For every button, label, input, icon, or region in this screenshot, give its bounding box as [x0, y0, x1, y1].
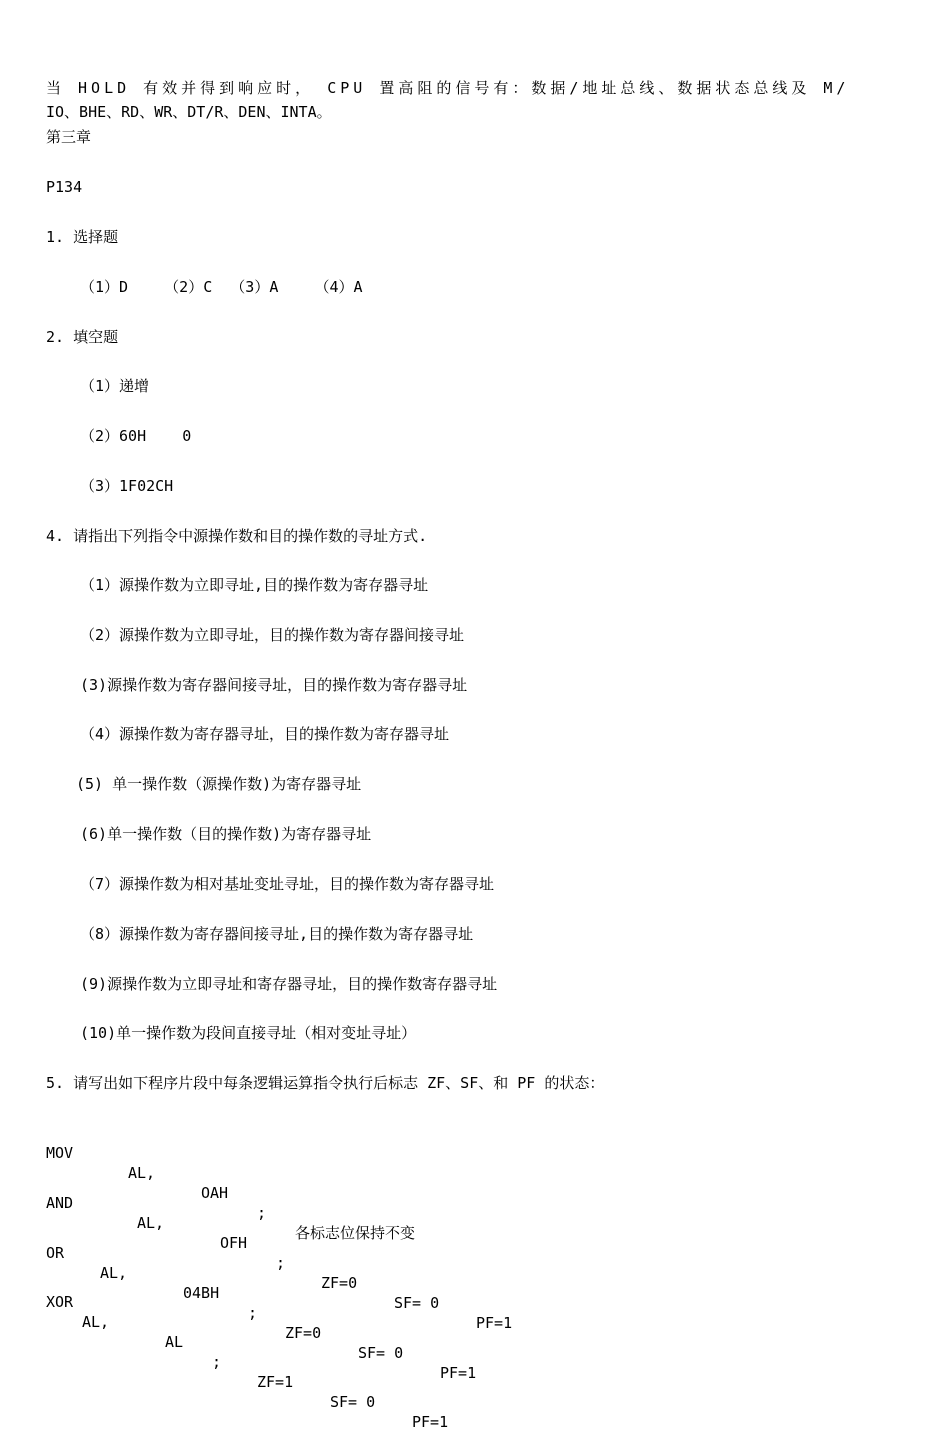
- code-dst: AL,: [128, 1164, 156, 1182]
- code-pf: PF=1: [440, 1364, 477, 1382]
- code-sf: SF= 0: [330, 1393, 376, 1411]
- q4-item-4: （4）源操作数为寄存器寻址，目的操作数为寄存器寻址: [80, 725, 450, 743]
- code-op: OR: [46, 1244, 65, 1262]
- page-reference: P134: [46, 178, 83, 196]
- code-src: OFH: [220, 1234, 248, 1252]
- q4-item-10: (10)单一操作数为段间直接寻址（相对变址寻址）: [80, 1024, 417, 1042]
- code-semicolon: ;: [276, 1254, 286, 1272]
- intro-line-2: IO、BHE、RD、WR、DT/R、DEN、INTA。: [46, 103, 332, 121]
- q4-item-5: (5) 单一操作数（源操作数)为寄存器寻址: [76, 775, 362, 793]
- code-zf: ZF=0: [285, 1324, 322, 1342]
- code-sf: SF= 0: [394, 1294, 440, 1312]
- q1-title: 1. 选择题: [46, 228, 119, 246]
- code-src: OAH: [201, 1184, 229, 1202]
- code-sf: SF= 0: [358, 1344, 404, 1362]
- q4-item-3: (3)源操作数为寄存器间接寻址，目的操作数为寄存器寻址: [80, 676, 468, 694]
- code-op: AND: [46, 1194, 74, 1212]
- q2-answer-3: （3）1F02CH: [80, 477, 174, 495]
- q2-answer-2: （2）60H 0: [80, 427, 192, 445]
- q4-item-7: （7）源操作数为相对基址变址寻址，目的操作数为寄存器寻址: [80, 875, 495, 893]
- code-dst: AL,: [100, 1264, 128, 1282]
- chapter-heading: 第三章: [46, 128, 92, 146]
- code-src: AL: [165, 1333, 184, 1351]
- code-semicolon: ;: [212, 1353, 222, 1371]
- code-src: 04BH: [183, 1284, 220, 1302]
- q4-title: 4. 请指出下列指令中源操作数和目的操作数的寻址方式.: [46, 527, 428, 545]
- code-semicolon: ;: [248, 1304, 258, 1322]
- code-pf: PF=1: [412, 1413, 449, 1431]
- q2-answer-1: （1）递增: [80, 377, 150, 395]
- code-zf: ZF=1: [257, 1373, 294, 1391]
- q4-item-9: (9)源操作数为立即寻址和寄存器寻址，目的操作数寄存器寻址: [80, 975, 498, 993]
- code-op: XOR: [46, 1293, 74, 1311]
- code-dst: AL,: [137, 1214, 165, 1232]
- q4-item-6: (6)单一操作数（目的操作数)为寄存器寻址: [80, 825, 372, 843]
- q4-item-1: （1）源操作数为立即寻址,目的操作数为寄存器寻址: [80, 576, 429, 594]
- code-zf: ZF=0: [321, 1274, 358, 1292]
- code-pf: PF=1: [476, 1314, 513, 1332]
- intro-line-1: 当 HOLD 有效并得到响应时， CPU 置高阻的信号有：数据/地址总线、数据状态总线及 M/: [46, 79, 850, 97]
- code-dst: AL,: [82, 1313, 110, 1331]
- q4-item-2: （2）源操作数为立即寻址，目的操作数为寄存器间接寻址: [80, 626, 465, 644]
- q2-title: 2. 填空题: [46, 328, 119, 346]
- code-comment: 各标志位保持不变: [295, 1224, 416, 1242]
- q5-title: 5. 请写出如下程序片段中每条逻辑运算指令执行后标志 ZF、SF、和 PF 的状态：: [46, 1074, 605, 1092]
- code-semicolon: ;: [257, 1204, 267, 1222]
- q4-item-8: （8）源操作数为寄存器间接寻址,目的操作数为寄存器寻址: [80, 925, 474, 943]
- code-op: MOV: [46, 1144, 74, 1162]
- q1-answers: （1）D （2）C （3）A （4）A: [80, 278, 363, 296]
